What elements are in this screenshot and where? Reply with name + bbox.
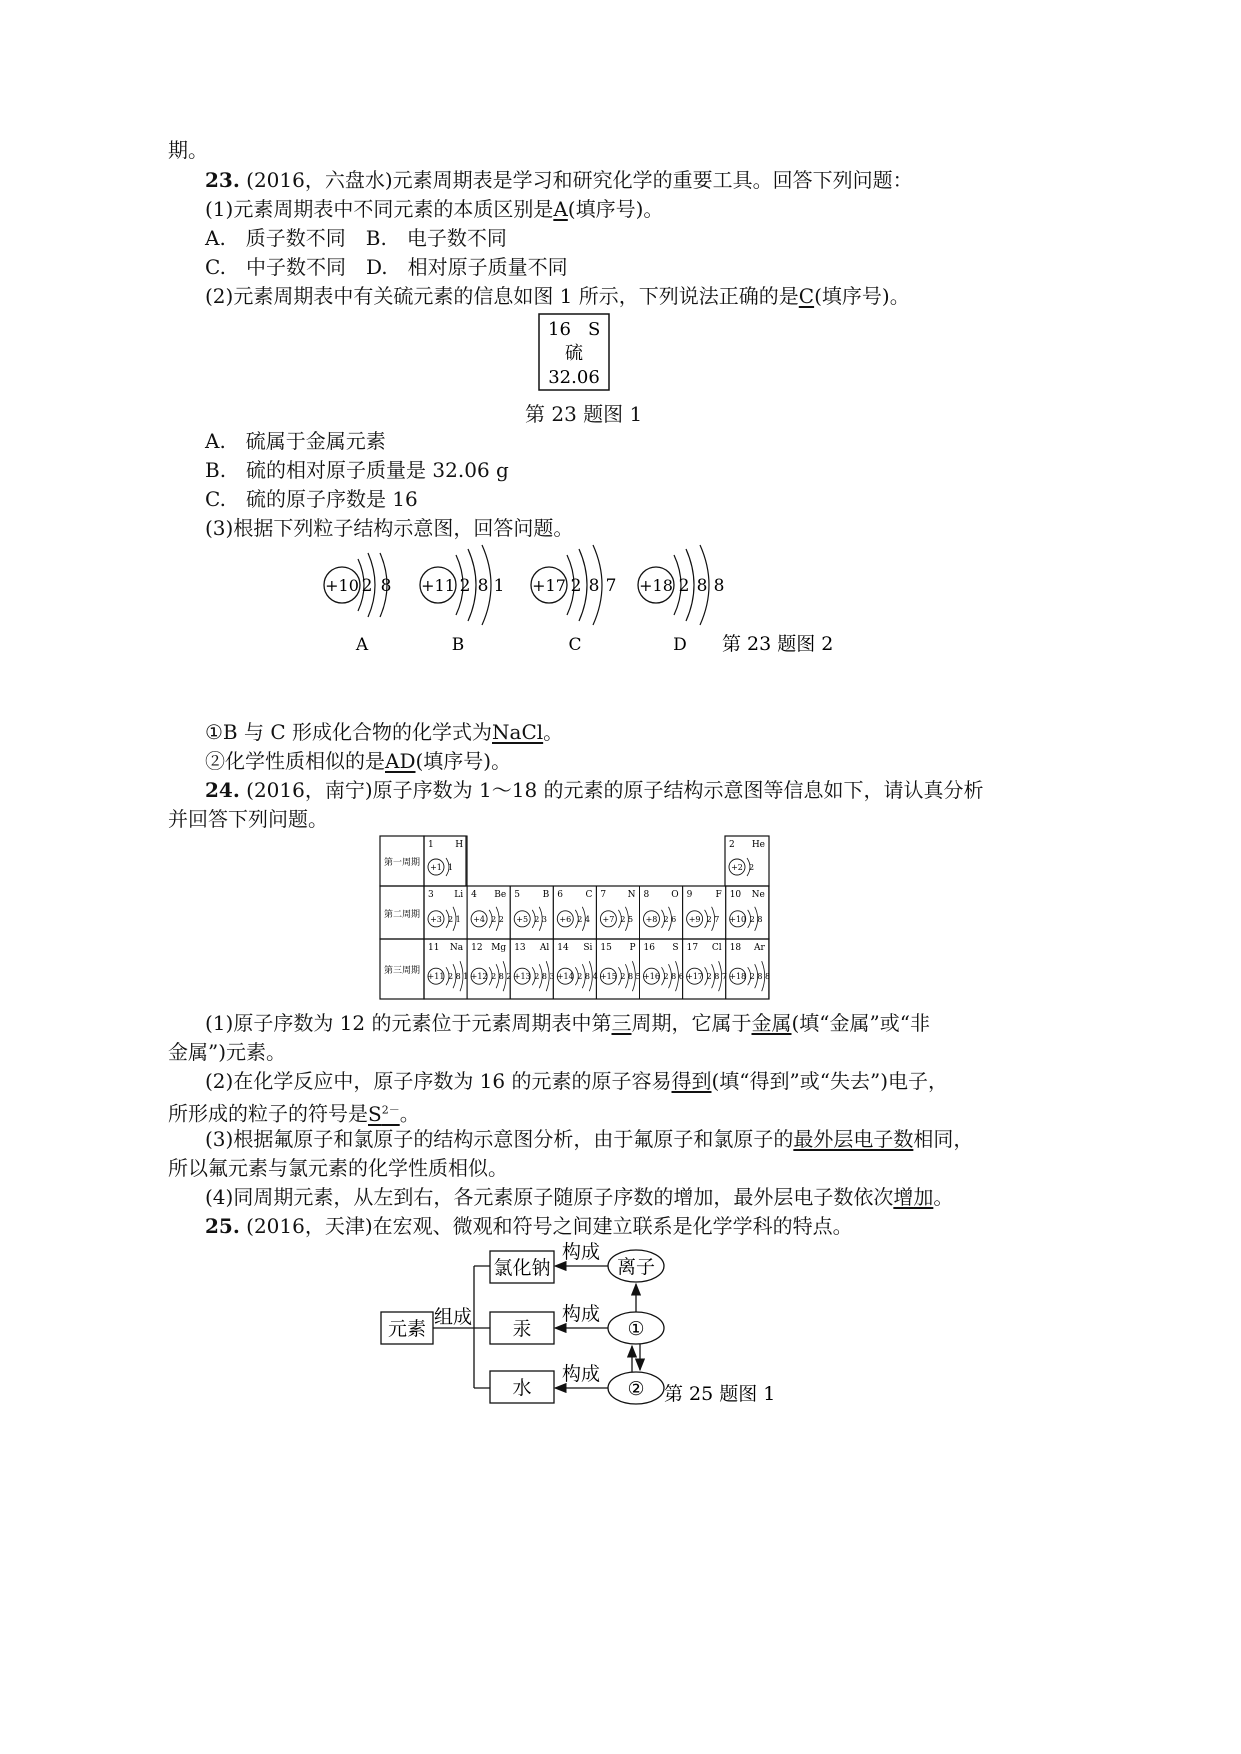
q23-statement-c: C. 硫的原子序数是 16: [205, 487, 418, 511]
shell-electrons: 8: [713, 576, 725, 596]
element-symbol: P: [629, 943, 636, 953]
nucleus-charge: +18: [639, 576, 673, 595]
figure-caption: 第 25 题图 1: [664, 1383, 776, 1405]
element-box-label: 元素: [387, 1318, 427, 1340]
period-label: 第二周期: [383, 910, 421, 920]
figure-caption: 第 23 题图 1: [525, 402, 643, 426]
oval-2: [608, 1372, 664, 1404]
oval-label: ①: [627, 1318, 645, 1340]
part-text: (填序号)。: [415, 749, 512, 773]
electron-config: 2 2: [491, 914, 504, 924]
answer: 最外层电子数: [793, 1127, 914, 1151]
nucleus-charge: +2: [731, 863, 743, 872]
part-text: 。: [399, 1101, 420, 1126]
part-text: 相同，: [913, 1127, 974, 1151]
electron-config: 2 7: [706, 914, 720, 924]
element-symbol: Cl: [711, 943, 722, 953]
nucleus-charge: +4: [473, 914, 485, 924]
atomic-number: 2: [729, 840, 735, 850]
element-symbol: F: [715, 890, 722, 900]
element-cell: [596, 939, 640, 999]
atomic-number: 6: [557, 890, 564, 900]
q23-options-cd: C. 中子数不同 D. 相对原子质量不同: [205, 255, 568, 279]
electron-config: 2 1: [448, 914, 461, 924]
element-symbol: C: [585, 890, 593, 900]
particle-label: A: [355, 635, 369, 655]
box-label: 氯化钠: [493, 1257, 551, 1279]
atomic-number: 14: [557, 943, 569, 953]
electron-config: 2 3: [534, 914, 547, 924]
nucleus-charge: +12: [470, 972, 488, 982]
macro-micro-diagram: [378, 1240, 778, 1420]
question-25-stem: [205, 1213, 853, 1239]
make-up-label: 构成: [562, 1363, 601, 1385]
answer-symbol: S: [368, 1101, 382, 1126]
shell-electrons: 2: [459, 576, 471, 596]
nucleus-charge: +10: [729, 914, 747, 924]
q23-statement-b: B. 硫的相对原子质量是 32.06 g: [205, 458, 509, 482]
figure-caption: 第 23 题图 2: [722, 633, 834, 655]
q23-part1: [205, 196, 663, 222]
element-cell: [424, 836, 467, 886]
q24-part3: [205, 1126, 973, 1152]
element-box: [381, 1312, 433, 1344]
element-cell: [726, 939, 770, 999]
question-number: 24.: [205, 778, 240, 802]
element-cell: [467, 939, 511, 999]
atomic-number: 8: [643, 890, 650, 900]
atomic-number: 1: [428, 840, 434, 850]
atomic-number: 17: [686, 943, 699, 953]
answer: 金属: [751, 1011, 792, 1035]
particle-label: D: [673, 635, 687, 655]
element-symbol: S: [588, 319, 601, 340]
electron-config: 2 8 7: [706, 972, 727, 982]
atomic-number: 18: [729, 943, 742, 953]
water-box: [490, 1371, 554, 1403]
electron-config: 2 8 1: [448, 972, 469, 982]
mercury-box: [490, 1312, 554, 1344]
answer: AD: [385, 749, 416, 773]
part-text: 。: [933, 1185, 954, 1209]
part-text: 周期，它属于: [631, 1011, 752, 1035]
atomic-number: 16: [548, 319, 571, 340]
shell-electrons: 1: [493, 576, 505, 596]
part-text: (填“得到”或“失去”)电子，: [711, 1069, 949, 1093]
nucleus-charge: +6: [559, 914, 572, 924]
particle-d: [638, 545, 724, 655]
element-symbol: Li: [454, 890, 464, 900]
part-text: (2)元素周期表中有关硫元素的信息如图 1 所示，下列说法正确的是: [205, 284, 799, 308]
element-symbol: N: [627, 890, 636, 900]
atomic-number: 12: [471, 943, 483, 953]
element-symbol: Si: [583, 943, 593, 953]
oval-label: 离子: [616, 1256, 656, 1278]
electron-config: 2 8: [749, 914, 763, 924]
shell-electrons: 2: [570, 576, 582, 596]
answer: [368, 1102, 400, 1126]
element-cell: [510, 939, 554, 999]
atomic-number: 11: [428, 943, 440, 953]
sodium-chloride-box: [490, 1251, 554, 1283]
atomic-number: 7: [600, 890, 607, 900]
answer: 得到: [671, 1069, 712, 1093]
period-label: 第一周期: [383, 858, 421, 868]
q24-part1: [205, 1010, 930, 1036]
electron-config: 2 8 3: [534, 972, 555, 982]
electron-config: 2 8 6: [663, 972, 684, 982]
nucleus-charge: +18: [729, 972, 747, 982]
shell-electrons: 8: [477, 576, 489, 596]
part-text: (4)同周期元素，从左到右，各元素原子随原子序数的增加，最外层电子数依次: [205, 1185, 894, 1209]
question-23-stem: [205, 167, 913, 193]
atomic-mass: 32.06: [548, 367, 600, 388]
element-symbol: S: [672, 943, 679, 953]
answer: C: [798, 284, 815, 308]
nucleus-charge: +11: [427, 972, 445, 982]
shell-electrons: 8: [380, 576, 392, 596]
answer: A: [553, 197, 568, 221]
make-up-label: 构成: [562, 1241, 601, 1263]
part-text: 。: [543, 720, 564, 744]
q24-part2-cont: [168, 1097, 420, 1127]
element-symbol: He: [751, 840, 765, 850]
element-cell: [596, 886, 639, 939]
element-cell: [424, 886, 467, 939]
atomic-number: 9: [686, 890, 693, 900]
element-symbol: Ne: [751, 890, 765, 900]
nucleus-charge: +1: [430, 863, 442, 872]
atomic-number: 15: [600, 943, 612, 953]
element-cell: [510, 886, 553, 939]
answer: 增加: [893, 1185, 934, 1209]
element-cell: [467, 886, 510, 939]
element-symbol: Mg: [491, 943, 507, 953]
box-label: 水: [512, 1377, 532, 1399]
element-name: 硫: [565, 343, 583, 364]
particle-label: B: [451, 635, 465, 655]
atomic-number: 3: [428, 890, 434, 900]
q24-part2: [205, 1068, 948, 1094]
nucleus-charge: +9: [688, 914, 701, 924]
particle-diagrams: [300, 535, 880, 660]
part-text: 所形成的粒子的符号是: [168, 1101, 368, 1126]
nucleus-charge: +17: [686, 972, 704, 982]
q23-part3: (3)根据下列粒子结构示意图，回答问题。: [205, 516, 574, 540]
element-symbol: Ar: [753, 943, 765, 953]
element-cell: [640, 886, 683, 939]
q23-answer-1: [205, 719, 563, 745]
nucleus-charge: +10: [325, 576, 359, 595]
element-symbol: Na: [449, 943, 464, 953]
question-number: 23.: [205, 168, 240, 192]
shell-electrons: 2: [678, 576, 690, 596]
element-cell: [553, 886, 596, 939]
element-cell: [726, 886, 769, 939]
q24-part1-cont: 金属”)元素。: [168, 1040, 287, 1064]
element-symbol: B: [542, 890, 550, 900]
nucleus-charge: +5: [516, 914, 529, 924]
part-text: (1)原子序数为 12 的元素位于元素周期表中第: [205, 1011, 612, 1035]
oval-label: ②: [627, 1378, 645, 1400]
element-symbol: Al: [539, 943, 550, 953]
oval-1: [608, 1312, 664, 1344]
electron-config: 2 5: [620, 914, 634, 924]
part-text: (2)在化学反应中，原子序数为 16 的元素的原子容易: [205, 1069, 672, 1093]
element-cell: [725, 836, 769, 886]
particle-label: C: [568, 635, 582, 655]
period-label: 第三周期: [383, 966, 421, 976]
shell-electrons: 7: [605, 576, 617, 596]
electron-config: 2 8 2: [491, 972, 512, 982]
question-text: (2016，天津)在宏观、微观和符号之间建立联系是化学学科的特点。: [239, 1214, 853, 1238]
part-text: (填“金属”或“非: [791, 1011, 930, 1035]
question-24-stem-cont: 并回答下列问题。: [168, 807, 328, 831]
nucleus-charge: +16: [643, 972, 660, 982]
atomic-number: 10: [729, 890, 742, 900]
element-symbol: O: [671, 890, 679, 900]
nucleus-charge: +11: [421, 576, 455, 595]
atomic-number: 13: [514, 943, 526, 953]
particle-b: [420, 545, 504, 655]
particle-c: [531, 545, 616, 655]
q23-options-ab: A. 质子数不同 B. 电子数不同: [205, 226, 507, 250]
question-24-stem: [205, 777, 984, 803]
atomic-number: 4: [471, 890, 477, 900]
atomic-number: 16: [643, 943, 655, 953]
question-text: (2016，六盘水)元素周期表是学习和研究化学的重要工具。回答下列问题：: [239, 168, 913, 192]
element-cell: [553, 939, 597, 999]
nucleus-charge: +14: [556, 972, 574, 982]
nucleus-charge: +8: [645, 914, 658, 924]
shell-electrons: 2: [361, 576, 373, 596]
electron-config: 2: [749, 863, 755, 872]
part-text: (填序号)。: [567, 197, 664, 221]
q24-part4: [205, 1184, 953, 1210]
electron-config: 2 8 4: [577, 972, 598, 982]
nucleus-charge: +3: [430, 914, 442, 924]
part-text: ①B 与 C 形成化合物的化学式为: [205, 720, 493, 744]
q24-part3-cont: 所以氟元素与氯元素的化学性质相似。: [168, 1156, 508, 1180]
element-symbol: H: [455, 840, 464, 850]
atomic-number: 5: [514, 890, 520, 900]
question-text: (2016，南宁)原子序数为 1～18 的元素的原子结构示意图等信息如下，请认真分析: [239, 778, 984, 802]
particle-a: [324, 553, 391, 655]
element-symbol: Be: [494, 890, 507, 900]
q23-part2: [205, 283, 910, 309]
electron-config: 2 4: [577, 914, 591, 924]
periodic-table-1-18: [379, 835, 771, 1001]
electron-config: 1: [448, 863, 454, 872]
answer: NaCl: [492, 720, 544, 744]
box-label: 汞: [512, 1318, 532, 1340]
q23-statement-a: A. 硫属于金属元素: [205, 429, 386, 453]
part-text: (填序号)。: [814, 284, 910, 308]
part-text: (3)根据氟原子和氯原子的结构示意图分析，由于氟原子和氯原子的: [205, 1127, 794, 1151]
part-text: (1)元素周期表中不同元素的本质区别是: [205, 197, 554, 221]
sulfur-element-card: [538, 313, 610, 391]
make-up-label: 构成: [562, 1303, 601, 1325]
nucleus-charge: +7: [602, 914, 615, 924]
electron-config: 2 8 8: [749, 972, 771, 982]
answer: 三: [611, 1011, 632, 1035]
continued-text: 期。: [168, 138, 208, 162]
element-cell: [640, 939, 684, 999]
ion-oval: [608, 1250, 664, 1282]
answer-charge: 2－: [381, 1103, 400, 1116]
shell-electrons: 8: [696, 576, 708, 596]
electron-config: 2 6: [663, 914, 677, 924]
element-cell: [424, 939, 468, 999]
element-cell: [683, 886, 726, 939]
element-cell: [683, 939, 727, 999]
compose-label: 组成: [434, 1306, 473, 1328]
nucleus-charge: +15: [599, 972, 617, 982]
nucleus-charge: +13: [513, 972, 531, 982]
part-text: ②化学性质相似的是: [205, 749, 385, 773]
nucleus-charge: +17: [532, 576, 566, 595]
q23-answer-2: [205, 748, 511, 774]
electron-config: 2 8 5: [620, 972, 641, 982]
question-number: 25.: [205, 1214, 240, 1238]
shell-electrons: 8: [588, 576, 600, 596]
